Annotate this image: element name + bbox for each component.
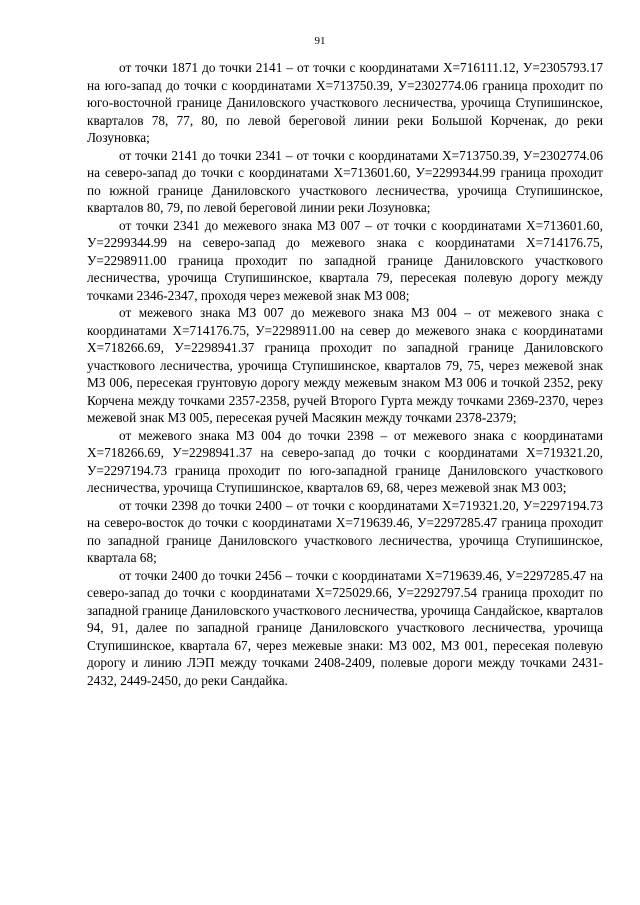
paragraph-segment-2400-2456: от точки 2400 до точки 2456 – точки с координатами Х=719639.46, У=2297285.47 на северо-запад до точки с координатами Х=725029.66, У=2292797.54 граница проходит по западной границе Даниловского участкового лесничества, урочища Сандайское, кварталов 94, 91, далее по западной границе Даниловского участкового лесничества, урочища Ступишинское, квартала 67, через межевые знаки: МЗ 002, МЗ 001, пересекая полевую дорогу и линию ЛЭП между точками 2408-2409, полевые дороги между точками 2431-2432, 2449-2450, до реки Сандайка.: [87, 567, 603, 688]
page-number: 91: [314, 35, 326, 47]
paragraph-segment-mz007-mz004: от межевого знака МЗ 007 до межевого знака МЗ 004 – от межевого знака с координатами Х=714176.75, У=2298911.00 на север до межевого знака с координатами Х=718266.69, У=2298941.37 граница проходит по западной границе Даниловского участкового лесничества, урочища Ступишинское, кварталов 79, 75, через межевой знак МЗ 006, пересекая грунтовую дорогу между межевым знаком МЗ 006 и точкой 2352, реку Корчена между точками 2357-2358, ручей Второго Гурта между точками 2369-2370, через межевой знак МЗ 005, пересекая ручей Масякин между точками 2378-2379;: [87, 305, 603, 425]
paragraph-segment-1871-2141: от точки 1871 до точки 2141 – от точки с координатами Х=716111.12, У=2305793.17 на юго-запад до точки с координатами Х=713750.39, У=2302774.06 граница проходит по юго-восточной границе Даниловского участкового лесничества, урочища Ступишинское, кварталов 78, 77, 80, по левой береговой линии реки Большой Корченак, до реки Лозуновка;: [87, 60, 603, 145]
paragraph-segment-2341-mz007: от точки 2341 до межевого знака МЗ 007 – от точки с координатами Х=713601.60, У=2299344.99 на северо-запад до межевого знака с координатами Х=714176.75, У=2298911.00 граница проходит по западной границе Даниловского участкового лесничества, урочища Ступишинское, квартала 79, пересекая полевую дорогу между точками 2346-2347, проходя через межевой знак МЗ 008;: [87, 217, 603, 303]
paragraph-segment-mz004-2398: от межевого знака МЗ 004 до точки 2398 – от межевого знака с координатами Х=718266.69, У=2298941.37 на северо-запад до точки с координатами Х=719321.20, У=2297194.73 граница проходит по юго-западной границе Даниловского участкового лесничества, урочища Ступишинское, кварталов 69, 68, через межевой знак МЗ 003;: [87, 427, 603, 495]
document-body: [87, 59, 603, 689]
paragraph-segment-2141-2341: от точки 2141 до точки 2341 – от точки с координатами Х=713750.39, У=2302774.06 на северо-запад до точки с координатами Х=713601.60, У=2299344.99 граница проходит по южной границе Даниловского участкового лесничества, урочища Ступишинское, кварталов 80, 79, по левой береговой линии реки Лозуновка;: [87, 147, 603, 215]
paragraph-segment-2398-2400: от точки 2398 до точки 2400 – от точки с координатами Х=719321.20, У=2297194.73 на северо-восток до точки с координатами Х=719639.46, У=2297285.47 граница проходит по западной границе Даниловского участкового лесничества, урочища Ступишинское, квартала 68;: [87, 497, 603, 565]
